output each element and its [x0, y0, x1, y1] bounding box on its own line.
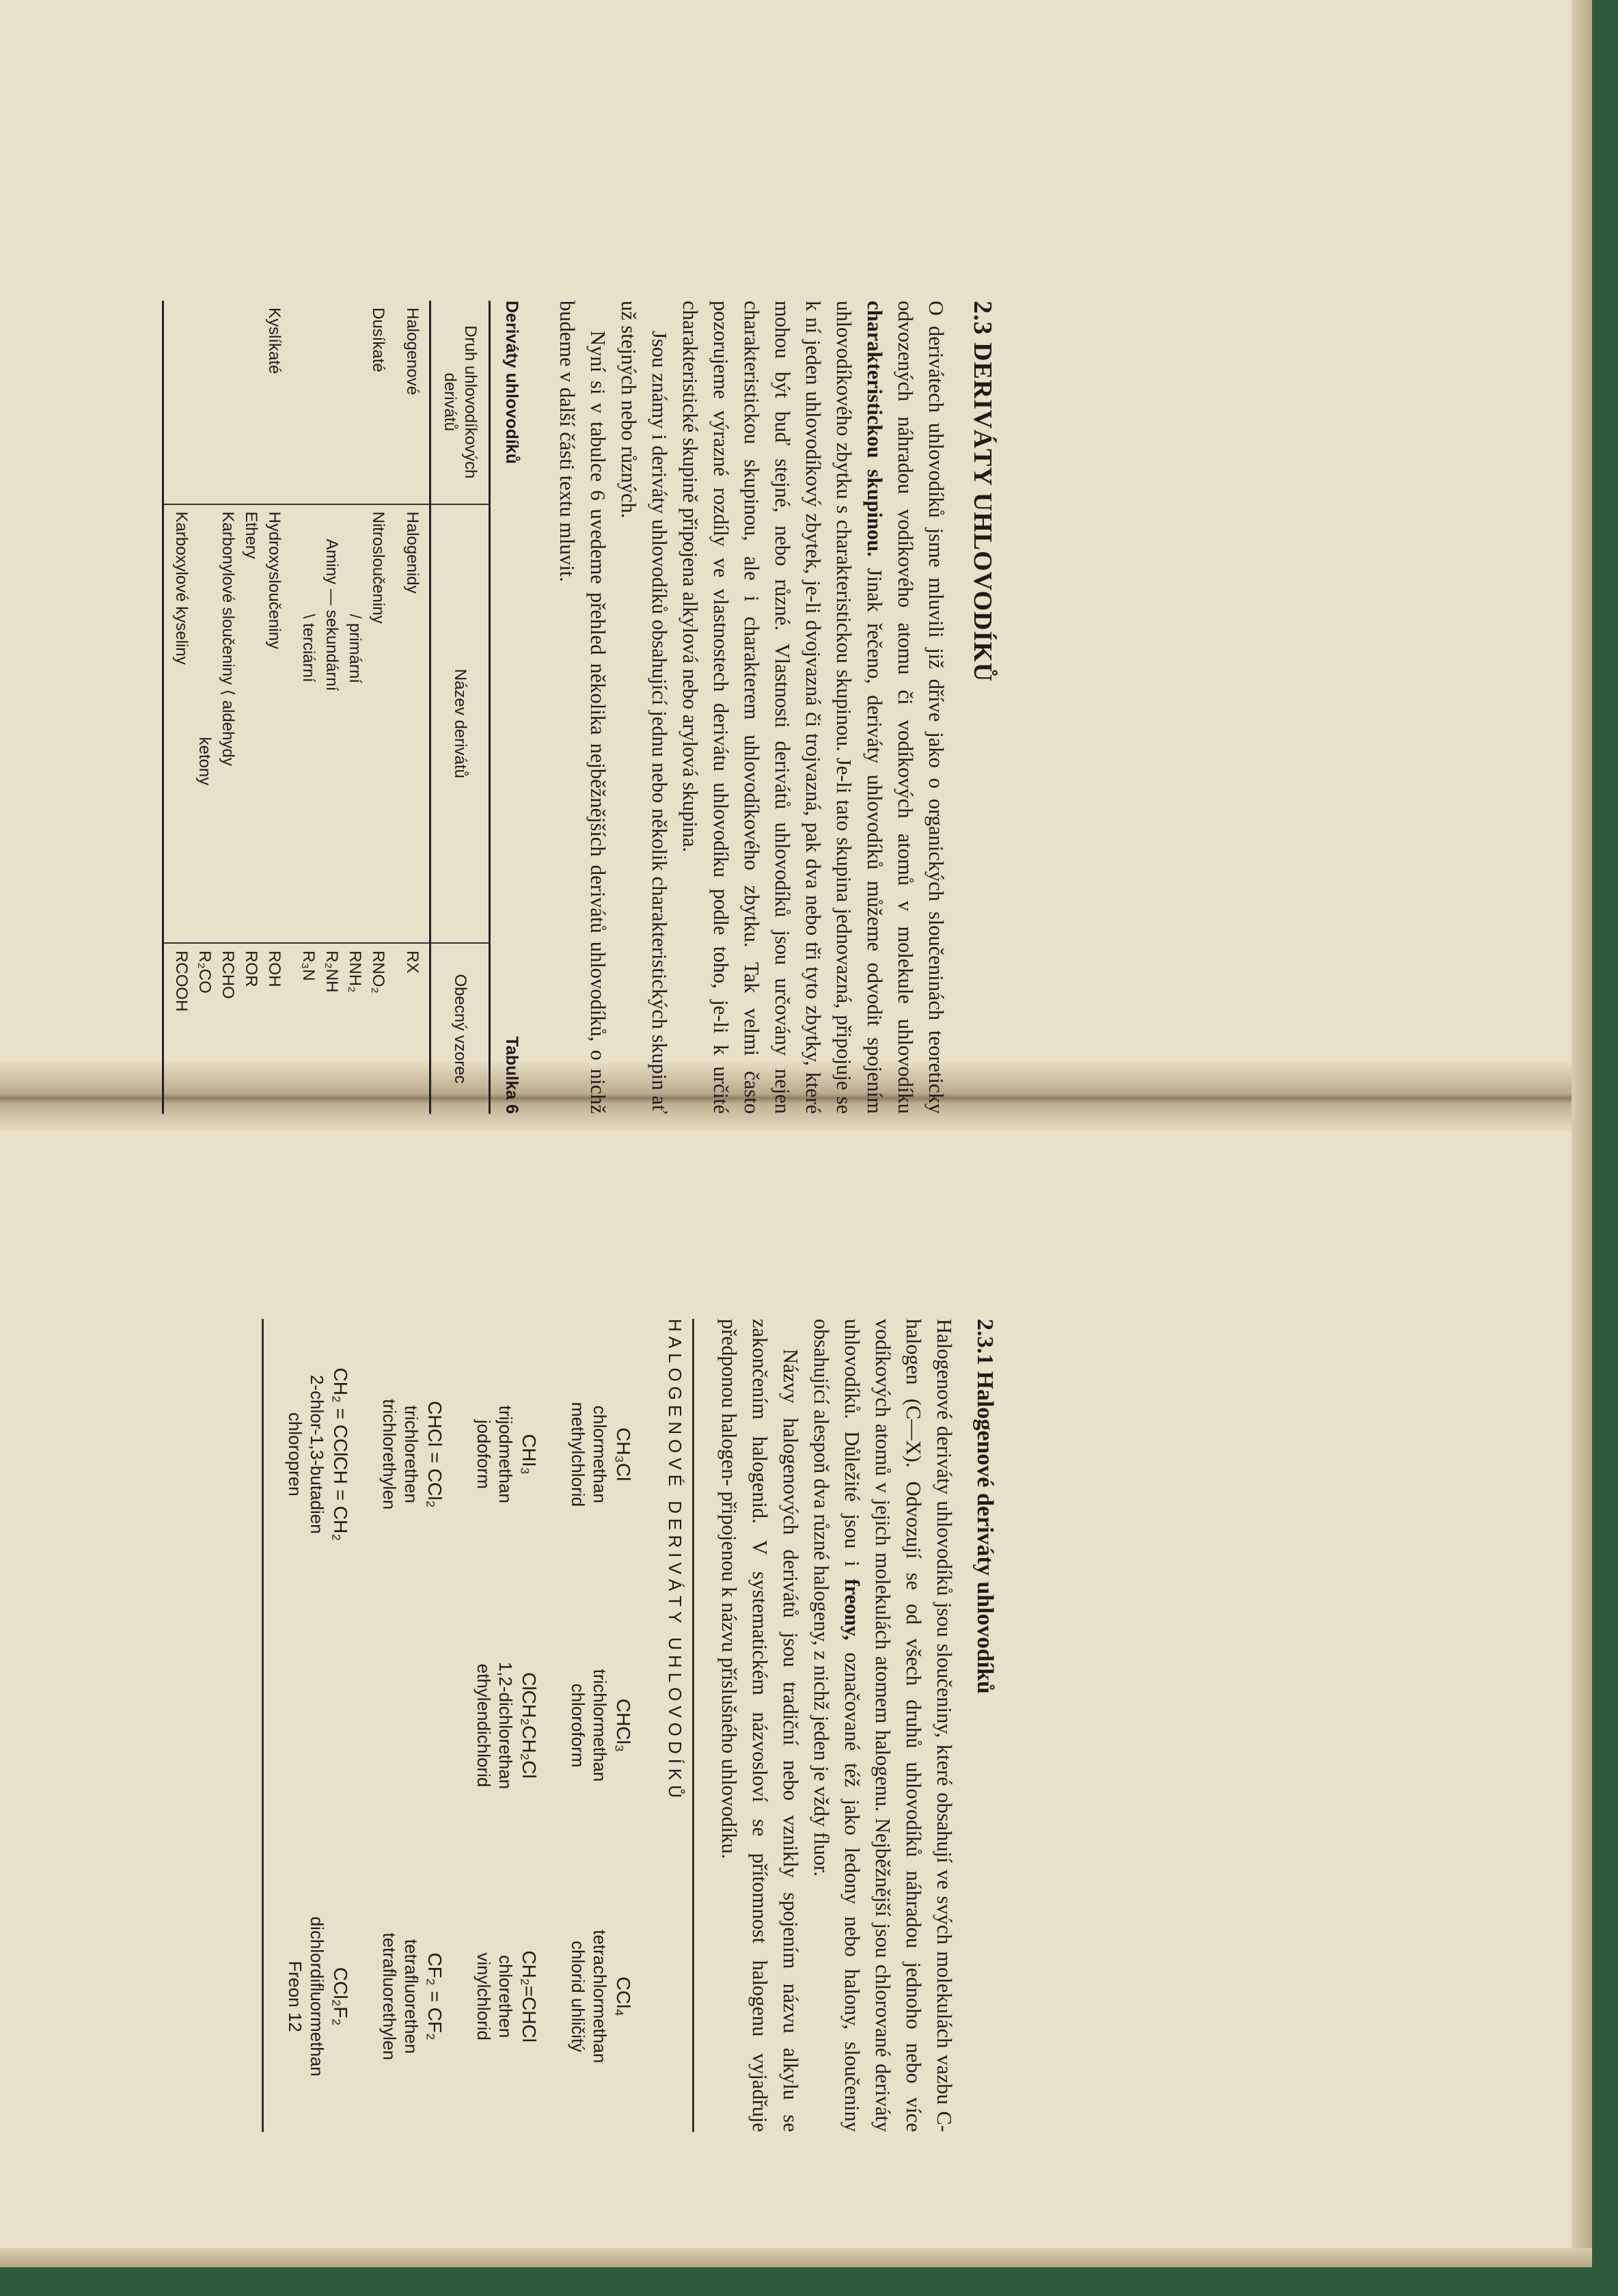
compound-name: trijodmethan — [495, 1405, 516, 1503]
caps-heading: HALOGENOVÉ DERIVÁTY UHLOVODÍKŮ — [664, 1319, 694, 2132]
derivative-name: / primární — [346, 614, 364, 683]
cell-formulas — [395, 943, 430, 1114]
header-kind: Druh uhlovodíkových derivátů — [430, 301, 490, 504]
cell-kind: Halogenové — [403, 308, 422, 396]
formula: R₃N — [299, 951, 318, 981]
table-row — [163, 301, 292, 1114]
compound-formula: ClCH₂CH₂Cl — [519, 1672, 540, 1779]
compound — [567, 1319, 634, 1590]
formula: ROR — [242, 951, 260, 987]
compound — [567, 1861, 634, 2132]
paragraph-1-text-a: O derivátech uhlovodíků jsme mluvili již dříve jako o organických sloučeninách teoreticky odvozených náhradou vodíkového atomu či vodíkových atomů v molekule uhlovodíku — [894, 301, 948, 1114]
compound-name: chloropren — [285, 1412, 305, 1496]
cell-formulas — [291, 943, 395, 1114]
formula: RNO₂ — [369, 951, 387, 994]
compound-name: chlormethan — [590, 1405, 610, 1503]
cell-kind: Kyslíkaté — [163, 301, 292, 504]
compound — [284, 1319, 351, 1590]
paragraph-1 — [674, 301, 951, 1114]
compound-name: trichlormethan — [590, 1669, 610, 1782]
compound-name: jodoform — [474, 1419, 494, 1489]
derivative-name: Hydroxysloučeniny — [265, 511, 284, 649]
formula: RX — [403, 951, 422, 974]
derivatives-table — [162, 301, 491, 1114]
paragraph-1-text-a: Halogenové deriváty uhlovodíků jsou sloučeniny, které obsahují ve svých molekulách vazbu C-halogen (C—X). Odvozují se od všech druhů uhlovodíků náhradou jednoho nebo více vodíkových atomů v jejich molekulách atomem halogenu. Nejběžnější jsou chlorované deriváty uhlovodíků. Důležité jsou i — [840, 1319, 956, 2132]
formula: RNH₂ — [346, 951, 364, 993]
table-caption — [502, 301, 521, 1114]
derivative-name: Karboxylové kyseliny — [172, 511, 191, 665]
compound-name: dichlordifluormethan — [307, 1916, 327, 2077]
cell-names — [291, 504, 395, 944]
compound-formula: CF₂ = CF₂ — [424, 1952, 445, 2040]
paragraph-2: Názvy halogenových derivátů jsou tradiční nebo vznikly spojením názvu alkylu se zakončením halogenid. V systematickém názvosloví se přítomnost halogenu vyjadřuje předponou halogen- připojenou k názvu příslušného uhlovodíku. — [717, 1319, 802, 2132]
subsection-title: 2.3.1 Halogenové deriváty uhlovodíků — [972, 1319, 998, 1694]
compound-name: Freon 12 — [285, 1960, 305, 2032]
formula: RCHO — [219, 951, 237, 999]
compound — [473, 1319, 540, 1590]
compound — [379, 1319, 445, 1590]
compound-formula: CH₃Cl — [613, 1427, 634, 1481]
closing-rule — [262, 1319, 264, 2132]
derivative-name: ketony — [195, 737, 214, 786]
table-row — [291, 301, 395, 1114]
header-formula: Obecný vzorec — [430, 943, 490, 1114]
compound-formula: CCl₂F₂ — [330, 1967, 351, 2026]
compound-formula: CH₂ = CClCH = CH₂ — [330, 1367, 351, 1542]
paragraph-1-text-b: označované též jako ledony nebo halony, sloučeniny obsahující alespoň dva různé halogeny, z nichž jeden je vždy fluor. — [810, 1319, 864, 2133]
compound-name: chloroform — [568, 1683, 588, 1768]
page-edge — [1572, 0, 1592, 2267]
compound-formula: CHCl₃ — [613, 1698, 634, 1753]
cell-names — [395, 504, 430, 944]
compound — [473, 1861, 540, 2132]
compound-formula: CHI₃ — [519, 1434, 540, 1475]
paragraph-2: Jsou známy i deriváty uhlovodíků obsahující jednu nebo několik charakteristických skupin ať už stejných nebo různých. — [617, 301, 671, 1114]
paragraph-1-bold: freony, — [840, 1578, 864, 1641]
compound-formula: CCl₄ — [613, 1976, 634, 2017]
page-99-column — [262, 1319, 998, 2132]
cell-names — [163, 504, 292, 944]
compound-name: methylchlorid — [568, 1402, 588, 1507]
compound-name: trichlorethylen — [379, 1399, 400, 1510]
compound-name: tetrafluorethylen — [379, 1932, 400, 2060]
formula: R₂NH — [323, 951, 341, 993]
compound — [284, 1861, 351, 2132]
compound-name: chlorethen — [495, 1954, 516, 2038]
compound-name: trichlorethen — [401, 1405, 422, 1503]
page-99 — [0, 1216, 1039, 2255]
header-name: Název derivátů — [430, 504, 490, 944]
derivative-name: Nitrosloučeniny — [369, 511, 387, 624]
compound-formula: CHCl = CCl₂ — [424, 1401, 445, 1508]
table-title: Deriváty uhlovodíků — [502, 301, 521, 464]
table-row — [395, 301, 430, 1114]
derivative-name: Aminy — sekundární — [323, 538, 341, 692]
formula: ROH — [265, 951, 284, 987]
compound-name: tetrafluorethen — [401, 1939, 422, 2054]
cell-kind: Dusíkaté — [369, 308, 387, 372]
paragraph-1-text-b: Jinak řečeno, deriváty uhlovodíků můžeme odvodit spojením uhlovodíkového zbytku s charakteristickou skupinou. Je-li tato skupina jednovazná, připojuje se k ní jeden uhlovodíkový zbytek, je-li dvojvazná či trojvazná, pak dva nebo tři tyto zbytky, které mohou být buď stejné, nebo různé. Vlastnosti derivátů uhlovodíků jsou určovány nejen charakteristickou skupinou, ale i charakterem uhlovodíkového zbytku. Tak velmi často pozorujeme výrazné rozdíly ve vlastnostech derivátu uhlovodíku podle toho, je-li k určité charakteristické skupině připojena alkylová nebo arylová skupina. — [678, 301, 886, 1114]
table-label: Tabulka 6 — [502, 1036, 521, 1114]
cell-formulas — [163, 943, 292, 1114]
derivative-name: \ terciární — [299, 614, 318, 683]
compound-name: 1,2-dichlorethan — [495, 1661, 516, 1790]
derivative-name: Karbonylové sloučeniny ⟨ aldehydy — [219, 511, 237, 766]
derivative-name: Halogenidy — [403, 511, 422, 594]
formula: R₂CO — [195, 951, 214, 994]
compound-name: chlorid uhličitý — [568, 1941, 588, 2053]
paragraph-3: Nyní si v tabulce 6 uvedeme přehled několika nejběžnějších derivátů uhlovodíků, o nichž budeme v další části textu mluvit. — [556, 301, 609, 1114]
compound — [567, 1590, 634, 1861]
compound — [379, 1861, 445, 2132]
compound-name: tetrachlormethan — [590, 1930, 610, 2064]
section-title: 2.3 DERIVÁTY UHLOVODÍKŮ — [968, 301, 997, 683]
compound-formula: CH₂=CHCl — [519, 1950, 540, 2042]
page-98 — [0, 198, 1039, 1237]
compound-name: 2-chlor-1,3-butadien — [307, 1374, 327, 1534]
compound-name: vinylchlorid — [474, 1952, 494, 2040]
compound — [473, 1590, 540, 1861]
compound-grid — [284, 1319, 634, 2132]
paragraph-1 — [806, 1319, 959, 2132]
derivative-name: Ethery — [242, 511, 260, 559]
paragraph-1-bold: charakteristickou skupinou. — [863, 301, 886, 557]
page-98-column — [162, 301, 998, 1114]
formula: RCOOH — [172, 951, 191, 1012]
compound-name: ethylendichlorid — [474, 1663, 494, 1788]
